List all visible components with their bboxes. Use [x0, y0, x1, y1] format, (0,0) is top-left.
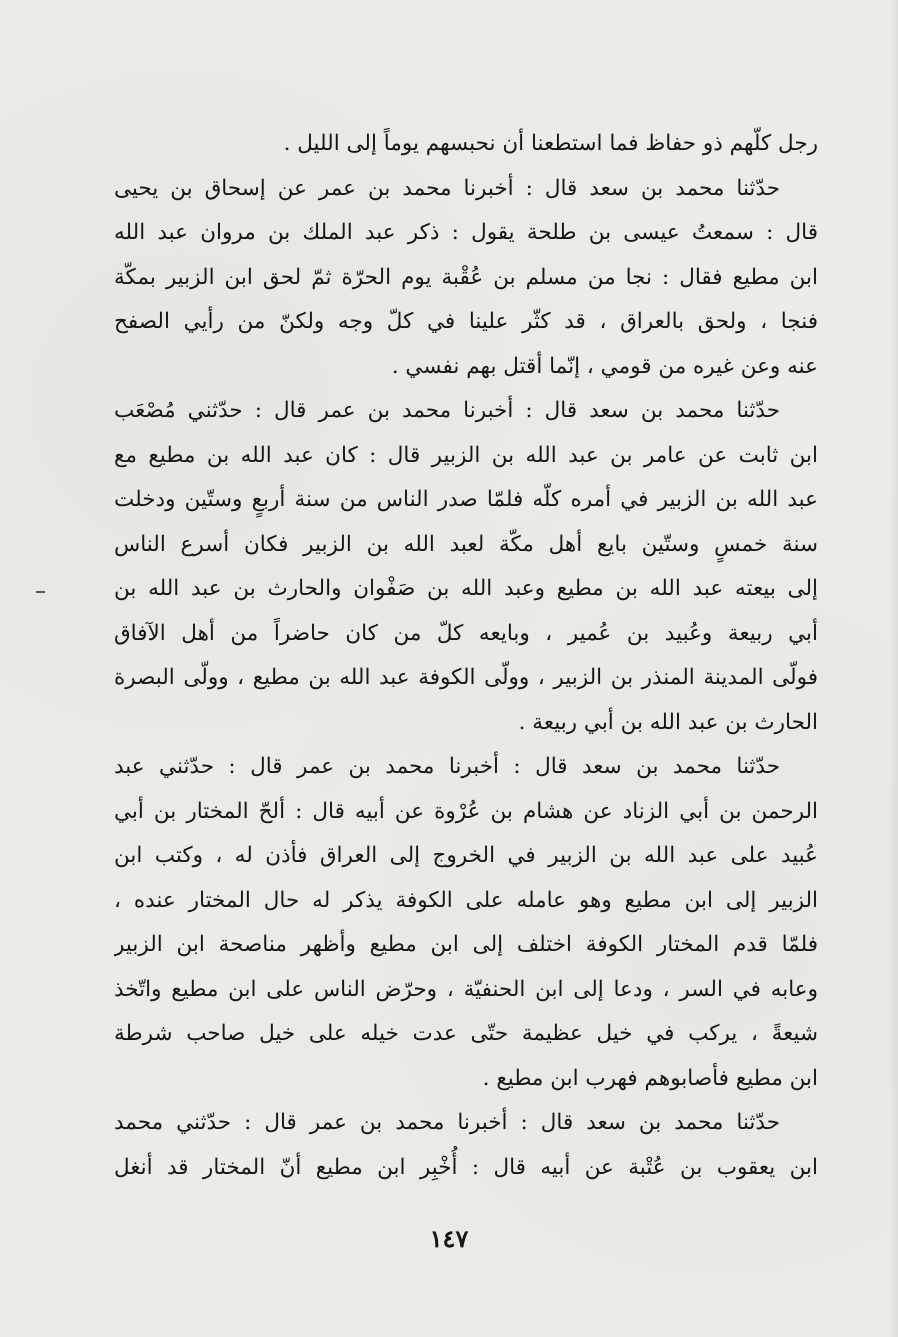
- page-number: ١٤٧: [429, 1224, 469, 1253]
- text-line: ابن ثابت عن عامر بن عبد الله بن الزبير قال : كان عبد الله بن مطيع مع: [114, 442, 818, 468]
- text-line: عُبيد على عبد الله بن الزبير في الخروج إلى العراق فأذن له ، وكتب ابن: [114, 843, 818, 868]
- text-line: الرحمن بن أبي الزناد عن هشام بن عُرْوة عن أبيه قال : ألحّ المختار بن أبي: [114, 798, 818, 824]
- text-line: رجل كلّهم ذو حفاظ فما استطعنا أن نحبسهم يوماً إلى الليل .: [283, 131, 818, 156]
- text-line: فلمّا قدم المختار الكوفة اختلف إلى ابن مطيع وأظهر مناصحة ابن الزبير: [114, 932, 818, 957]
- text-line: الحارث بن عبد الله بن أبي ربيعة .: [518, 709, 818, 735]
- text-line: إلى بيعته عبد الله بن مطيع وعبد الله بن صَفْوان والحارث بن عبد الله بن: [114, 576, 818, 601]
- page-edge-shadow: [890, 0, 898, 1337]
- text-line: قال : سمعتُ عيسى بن طلحة يقول : ذكر عبد الملك بن مروان عبد الله: [114, 220, 818, 245]
- text-line: سنة خمسٍ وستّين بايع أهل مكّة لعبد الله بن الزبير فكان أسرع الناس: [114, 531, 818, 557]
- text-line: عنه وعن غيره من قومي ، إنّما أقتل بهم نفسي .: [391, 353, 818, 379]
- text-line: ابن مطيع فأصابوهم فهرب ابن مطيع .: [482, 1065, 818, 1091]
- body-text: [114, 122, 818, 1190]
- text-line: ابن مطيع فقال : نجا من مسلم بن عُقْبة يوم الحرّة ثمّ لحق ابن الزبير بمكّة: [114, 264, 818, 290]
- text-line: شيعةً ، يركب في خيل عظيمة حتّى عدت خيله على خيل صاحب شرطة: [114, 1021, 818, 1046]
- margin-dash-mark: [36, 591, 45, 593]
- text-line: حدّثنا محمد بن سعد قال : أخبرنا محمد بن عمر قال : حدّثني عبد: [114, 754, 780, 779]
- text-line: وعابه في السر ، ودعا إلى ابن الحنفيّة ، وحرّض الناس على ابن مطيع واتّخذ: [114, 976, 818, 1002]
- text-line: فنجا ، ولحق بالعراق ، قد كثّر علينا في كلّ وجه ولكنّ من رأيي الصفح: [114, 309, 818, 334]
- text-line: عبد الله بن الزبير في أمره كلّه فلمّا صدر الناس من سنة أربعٍ وستّين ودخلت: [114, 487, 818, 512]
- text-line: حدّثنا محمد بن سعد قال : أخبرنا محمد بن عمر قال : حدّثني محمد: [114, 1110, 780, 1135]
- text-line: حدّثنا محمد بن سعد قال : أخبرنا محمد بن عمر عن إسحاق بن يحيى: [114, 175, 780, 201]
- text-line: الزبير إلى ابن مطيع وهو عامله على الكوفة يذكر له حال المختار عنده ،: [114, 887, 818, 913]
- text-line: ابن يعقوب بن عُتْبة عن أبيه قال : أُخْبِر ابن مطيع أنّ المختار قد أنغل: [114, 1154, 818, 1180]
- text-line: فولّى المدينة المنذر بن الزبير ، وولّى الكوفة عبد الله بن مطيع ، وولّى البصرة: [114, 665, 818, 690]
- text-line: حدّثنا محمد بن سعد قال : أخبرنا محمد بن عمر قال : حدّثني مُصْعَب: [114, 398, 780, 423]
- text-line: أبي ربيعة وعُبيد بن عُمير ، وبايعه كلّ من كان حاضراً من أهل الآفاق: [114, 620, 818, 646]
